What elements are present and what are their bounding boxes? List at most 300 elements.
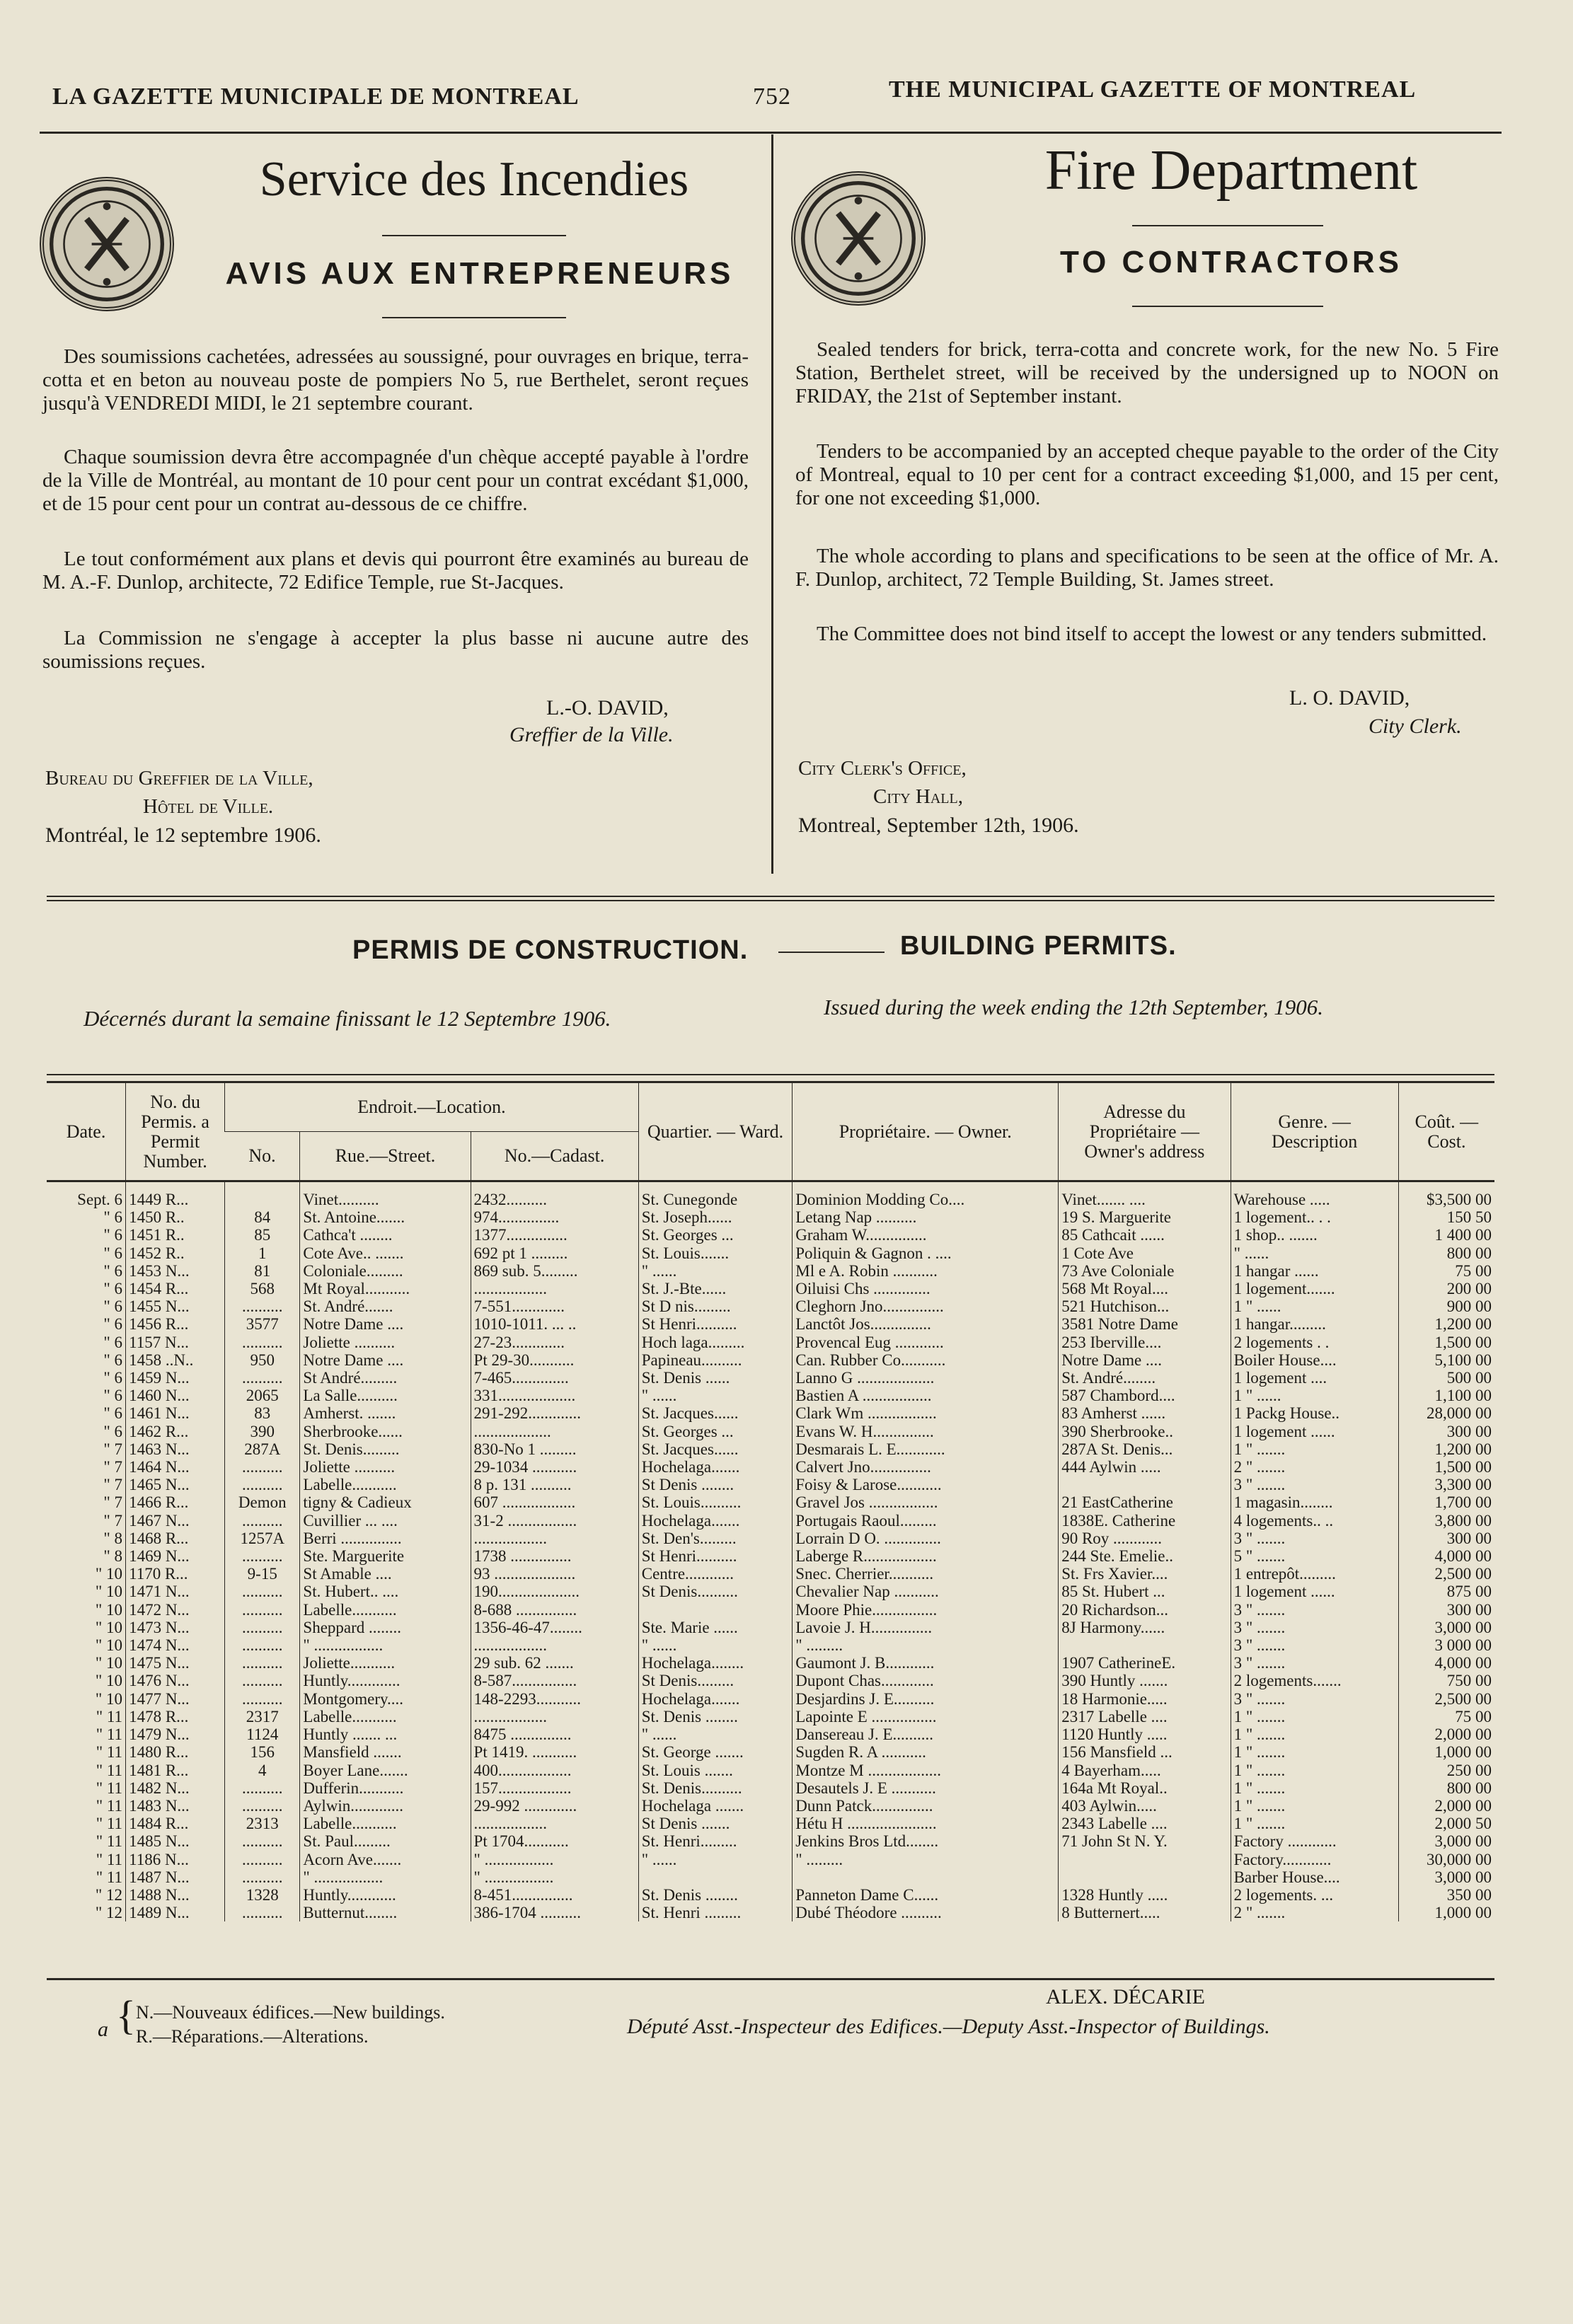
cadastre-cell: 830-No 1 .........	[471, 1440, 638, 1458]
date-cell: " 10	[95, 1565, 123, 1583]
cost-cell: 2,500 00	[1398, 1565, 1494, 1583]
street-cell: Labelle...........	[300, 1476, 471, 1493]
cost-cell: 250 00	[1398, 1762, 1494, 1779]
permit-number-cell: 1481 R...	[126, 1762, 225, 1779]
table-row	[47, 1797, 1494, 1815]
french-notice-title: Service des Incendies	[259, 152, 689, 207]
street-number-cell: ..........	[225, 1583, 300, 1600]
subtitle-rule	[1132, 306, 1323, 307]
description-cell: Warehouse .....	[1231, 1182, 1398, 1208]
date-cell: " 11	[96, 1761, 123, 1779]
date-cell: " 6	[103, 1244, 123, 1262]
owner-cell: Laberge R..................	[793, 1547, 1059, 1565]
street-cell: Notre Dame ....	[300, 1315, 471, 1333]
page-number: 752	[753, 83, 791, 110]
description-cell: 1 " ......	[1231, 1297, 1398, 1315]
date-cell: " 11	[96, 1707, 123, 1725]
table-row	[47, 1672, 1494, 1689]
french-notice-date: Montréal, le 12 septembre 1906.	[45, 823, 321, 847]
owner-cell: Dunn Patck...............	[793, 1797, 1059, 1815]
permit-number-cell: 1466 R...	[126, 1493, 225, 1511]
owner-cell: Evans W. H...............	[793, 1423, 1059, 1440]
date-cell: " 8	[103, 1529, 123, 1547]
owner-cell: Panneton Dame C......	[793, 1886, 1059, 1904]
ward-cell: Ste. Marie ......	[638, 1619, 793, 1636]
street-cell: tigny & Cadieux	[300, 1493, 471, 1511]
ward-cell: " ......	[638, 1636, 793, 1654]
owner-cell: Clark Wm .................	[793, 1404, 1059, 1422]
street-cell: La Salle..........	[300, 1387, 471, 1404]
cadastre-cell: 1356-46-47........	[471, 1619, 638, 1636]
cadastre-cell: 148-2293...........	[471, 1690, 638, 1708]
ward-cell: St. Denis ........	[638, 1708, 793, 1725]
ward-cell: Hochelaga .......	[638, 1797, 793, 1815]
cost-cell: 3,000 00	[1398, 1868, 1494, 1886]
col-description: Genre. — Description	[1231, 1082, 1398, 1181]
ward-cell: St Henri..........	[638, 1547, 793, 1565]
owner-cell: Dupont Chas.............	[793, 1672, 1059, 1689]
description-cell: Factory ............	[1231, 1832, 1398, 1850]
table-row	[47, 1815, 1494, 1832]
owner-cell: Dominion Modding Co....	[793, 1182, 1059, 1208]
cadastre-cell: 8-451...............	[471, 1886, 638, 1904]
cadastre-cell: 7-551.............	[471, 1297, 638, 1315]
ward-cell: St. Den's.........	[638, 1530, 793, 1547]
owner-cell: Moore Phie................	[793, 1601, 1059, 1619]
col-ward: Quartier. — Ward.	[638, 1082, 793, 1181]
owner-address-cell: Vinet....... ....	[1059, 1182, 1231, 1208]
cost-cell: 1,500 00	[1398, 1334, 1494, 1351]
owner-cell: Portugais Raoul.........	[793, 1512, 1059, 1530]
date-cell: " 7	[103, 1476, 123, 1494]
cost-cell: 5,100 00	[1398, 1351, 1494, 1369]
table-row	[47, 1619, 1494, 1636]
french-notice-subtitle: AVIS AUX ENTREPRENEURS	[225, 256, 734, 291]
table-row	[47, 1547, 1494, 1565]
permit-number-cell: 1475 N...	[126, 1654, 225, 1672]
street-cell: Joliette ..........	[300, 1334, 471, 1351]
cost-cell: 28,000 00	[1398, 1404, 1494, 1422]
table-row	[47, 1387, 1494, 1404]
date-cell: " 7	[103, 1493, 123, 1512]
date-cell: " 6	[103, 1369, 123, 1387]
owner-address-cell: 287A St. Denis...	[1059, 1440, 1231, 1458]
street-number-cell: 1	[225, 1244, 300, 1262]
owner-cell: Letang Nap ..........	[793, 1208, 1059, 1226]
owner-address-cell: 568 Mt Royal....	[1059, 1280, 1231, 1297]
owner-address-cell: St. André........	[1059, 1369, 1231, 1387]
owner-cell: Graham W...............	[793, 1226, 1059, 1244]
street-number-cell: ..........	[225, 1547, 300, 1565]
date-cell: " 6	[103, 1226, 123, 1244]
permit-number-cell: 1467 N...	[126, 1512, 225, 1530]
date-cell: " 6	[103, 1261, 123, 1280]
cost-cell: 300 00	[1398, 1530, 1494, 1547]
permit-number-cell: 1478 R...	[126, 1708, 225, 1725]
table-row	[47, 1868, 1494, 1886]
cadastre-cell: 386-1704 ..........	[471, 1904, 638, 1921]
section-rule	[47, 896, 1494, 897]
owner-cell: Calvert Jno...............	[793, 1458, 1059, 1476]
ward-cell: St Henri..........	[638, 1315, 793, 1333]
table-row	[47, 1886, 1494, 1904]
ward-cell: " ......	[638, 1262, 793, 1280]
owner-cell: Desjardins J. E..........	[793, 1690, 1059, 1708]
description-cell: 1 " .......	[1231, 1762, 1398, 1779]
inspector-title: Député Asst.-Inspecteur des Edifices.—Deputy Asst.-Inspector of Buildings.	[627, 2015, 1270, 2038]
description-cell: 1 " .......	[1231, 1779, 1398, 1797]
cadastre-cell: 29-1034 ...........	[471, 1458, 638, 1476]
street-number-cell: ..........	[225, 1654, 300, 1672]
street-cell: Vinet..........	[300, 1182, 471, 1208]
description-cell: 1 hangar.........	[1231, 1315, 1398, 1333]
street-number-cell: ..........	[225, 1636, 300, 1654]
col-cadastre: No.—Cadast.	[471, 1132, 638, 1181]
table-row	[47, 1440, 1494, 1458]
cost-cell: 1,200 00	[1398, 1315, 1494, 1333]
date-cell: " 6	[103, 1315, 123, 1334]
ward-cell: St. J.-Bte......	[638, 1280, 793, 1297]
owner-address-cell: 164a Mt Royal..	[1059, 1779, 1231, 1797]
date-cell: " 6	[103, 1333, 123, 1351]
cost-cell: $3,500 00	[1398, 1182, 1494, 1208]
street-cell: Labelle...........	[300, 1815, 471, 1832]
ward-cell: St. Georges ...	[638, 1423, 793, 1440]
table-row	[47, 1601, 1494, 1619]
owner-address-cell: 2317 Labelle ....	[1059, 1708, 1231, 1725]
ward-cell: Hochelaga.......	[638, 1512, 793, 1530]
table-row	[47, 1262, 1494, 1280]
permit-number-cell: 1453 N...	[126, 1262, 225, 1280]
owner-address-cell: 1328 Huntly .....	[1059, 1886, 1231, 1904]
french-paragraph-3: Le tout conformément aux plans et devis qui pourront être examinés au bureau de M. A.-F. Dunlop, architecte, 72 Edifice Temple, rue St-Jacques.	[42, 548, 749, 594]
street-cell: Labelle...........	[300, 1601, 471, 1619]
table-row	[47, 1530, 1494, 1547]
street-cell: Notre Dame ....	[300, 1351, 471, 1369]
street-cell: Acorn Ave.......	[300, 1851, 471, 1868]
cadastre-cell: 157..................	[471, 1779, 638, 1797]
date-cell: " 6	[103, 1422, 123, 1440]
date-cell: " 11	[96, 1815, 123, 1833]
street-number-cell: 390	[225, 1423, 300, 1440]
title-dash	[778, 952, 885, 953]
owner-address-cell: 85 Cathcait ......	[1059, 1226, 1231, 1244]
cadastre-cell: 2432..........	[471, 1182, 638, 1208]
permit-number-cell: 1454 R...	[126, 1280, 225, 1297]
owner-cell: Cleghorn Jno...............	[793, 1297, 1059, 1315]
ward-cell: St. Joseph......	[638, 1208, 793, 1226]
date-cell: " 10	[95, 1583, 123, 1601]
ward-cell: St Denis .......	[638, 1815, 793, 1832]
owner-address-cell: 8J Harmony......	[1059, 1619, 1231, 1636]
description-cell: 1 entrepôt.........	[1231, 1565, 1398, 1583]
owner-cell: Bastien A .................	[793, 1387, 1059, 1404]
cadastre-cell: 29-992 .............	[471, 1797, 638, 1815]
french-signature: L.-O. DAVID,	[546, 696, 669, 719]
owner-address-cell: 4 Bayerham.....	[1059, 1762, 1231, 1779]
ward-cell: " ......	[638, 1387, 793, 1404]
running-header-right: THE MUNICIPAL GAZETTE OF MONTREAL	[889, 76, 1417, 103]
col-permit-number: No. du Permis. a Permit Number.	[126, 1082, 225, 1181]
cadastre-cell: 974...............	[471, 1208, 638, 1226]
col-owner: Propriétaire. — Owner.	[793, 1082, 1059, 1181]
owner-cell: Montze M ..................	[793, 1762, 1059, 1779]
owner-cell: Ml e A. Robin ...........	[793, 1262, 1059, 1280]
owner-address-cell: 403 Aylwin.....	[1059, 1797, 1231, 1815]
permit-number-cell: 1451 R..	[126, 1226, 225, 1244]
english-paragraph-2: Tenders to be accompanied by an accepted cheque payable to the order of the City of Montreal, equal to 10 per cent for a contract exceeding $1,000, and 15 per cent, for one not exceeding $1,000.	[795, 440, 1499, 509]
date-cell: " 6	[103, 1387, 123, 1405]
ward-cell: St. Louis .......	[638, 1762, 793, 1779]
permit-number-cell: 1456 R...	[126, 1315, 225, 1333]
street-number-cell: 81	[225, 1262, 300, 1280]
table-row	[47, 1369, 1494, 1387]
ward-cell: St. Louis..........	[638, 1493, 793, 1511]
description-cell: 1 " ......	[1231, 1387, 1398, 1404]
street-number-cell: 83	[225, 1404, 300, 1422]
english-office-line1: City Clerk's Office,	[798, 757, 967, 780]
date-cell: " 6	[103, 1280, 123, 1298]
permit-number-cell: 1469 N...	[126, 1547, 225, 1565]
street-number-cell: 1124	[225, 1725, 300, 1743]
cost-cell: 300 00	[1398, 1601, 1494, 1619]
english-office-line2: City Hall,	[873, 785, 963, 808]
ward-cell: St. Jacques......	[638, 1440, 793, 1458]
table-row	[47, 1493, 1494, 1511]
description-cell: 3 " .......	[1231, 1530, 1398, 1547]
description-cell: 2 logements.......	[1231, 1672, 1398, 1689]
cost-cell: 3,800 00	[1398, 1512, 1494, 1530]
street-cell: Huntly............	[300, 1886, 471, 1904]
date-cell: " 11	[96, 1725, 123, 1744]
cadastre-cell: ...................	[471, 1423, 638, 1440]
permit-number-cell: 1449 R...	[126, 1182, 225, 1208]
cadastre-cell: ..................	[471, 1815, 638, 1832]
owner-address-cell: 71 John St N. Y.	[1059, 1832, 1231, 1850]
street-number-cell: ..........	[225, 1601, 300, 1619]
ward-cell: St. Henri.........	[638, 1832, 793, 1850]
description-cell: 2 logements . .	[1231, 1334, 1398, 1351]
table-row	[47, 1512, 1494, 1530]
street-number-cell: ..........	[225, 1904, 300, 1921]
footnote-alterations: R.—Réparations.—Alterations.	[136, 2026, 369, 2047]
table-row	[47, 1725, 1494, 1743]
street-number-cell: ..........	[225, 1851, 300, 1868]
street-number-cell: ..........	[225, 1369, 300, 1387]
cost-cell: 30,000 00	[1398, 1851, 1494, 1868]
street-cell: St André.........	[300, 1369, 471, 1387]
running-header-left: LA GAZETTE MUNICIPALE DE MONTREAL	[52, 83, 580, 110]
cost-cell: 1,100 00	[1398, 1387, 1494, 1404]
owner-cell: Lanno G ...................	[793, 1369, 1059, 1387]
permit-number-cell: 1170 R...	[126, 1565, 225, 1583]
permit-number-cell: 1476 N...	[126, 1672, 225, 1689]
table-row	[47, 1208, 1494, 1226]
owner-cell: Provencal Eug ............	[793, 1334, 1059, 1351]
street-number-cell: ..........	[225, 1797, 300, 1815]
street-number-cell: ..........	[225, 1690, 300, 1708]
description-cell: 5 " .......	[1231, 1547, 1398, 1565]
owner-address-cell: 244 Ste. Emelie..	[1059, 1547, 1231, 1565]
permit-number-cell: 1157 N...	[126, 1334, 225, 1351]
owner-address-cell: 73 Ave Coloniale	[1059, 1262, 1231, 1280]
col-date: Date.	[47, 1082, 126, 1181]
french-office-line2: Hôtel de Ville.	[143, 795, 274, 818]
owner-address-cell: 253 Iberville....	[1059, 1334, 1231, 1351]
ward-cell: Papineau..........	[638, 1351, 793, 1369]
table-row	[47, 1904, 1494, 1921]
section-rule	[47, 900, 1494, 901]
street-cell: Labelle...........	[300, 1708, 471, 1725]
permit-number-cell: 1473 N...	[126, 1619, 225, 1636]
cadastre-cell: Pt 1419. ...........	[471, 1743, 638, 1761]
ward-cell	[638, 1601, 793, 1619]
description-cell: 3 " .......	[1231, 1636, 1398, 1654]
owner-address-cell: 85 St. Hubert ...	[1059, 1583, 1231, 1600]
permit-number-cell: 1461 N...	[126, 1404, 225, 1422]
date-cell: " 7	[103, 1440, 123, 1458]
table-row	[47, 1832, 1494, 1850]
owner-address-cell: 90 Roy ............	[1059, 1530, 1231, 1547]
owner-address-cell: 19 S. Marguerite	[1059, 1208, 1231, 1226]
owner-cell: Dubé Théodore ..........	[793, 1904, 1059, 1921]
street-cell: Boyer Lane.......	[300, 1762, 471, 1779]
cadastre-cell: 1010-1011. ... ..	[471, 1315, 638, 1333]
description-cell: 1 logement ....	[1231, 1369, 1398, 1387]
ward-cell: " ......	[638, 1725, 793, 1743]
cost-cell: 350 00	[1398, 1886, 1494, 1904]
description-cell: 2 logements. ...	[1231, 1886, 1398, 1904]
owner-address-cell: 20 Richardson...	[1059, 1601, 1231, 1619]
street-number-cell: ..........	[225, 1297, 300, 1315]
permits-title-en: BUILDING PERMITS.	[900, 931, 1177, 961]
table-top-rule	[47, 1074, 1494, 1075]
street-cell: " .................	[300, 1868, 471, 1886]
ward-cell	[638, 1868, 793, 1886]
french-paragraph-4: La Commission ne s'engage à accepter la plus basse ni aucune autre des soumissions reçues.	[42, 627, 749, 673]
cadastre-cell: 8 p. 131 ..........	[471, 1476, 638, 1493]
owner-address-cell	[1059, 1851, 1231, 1868]
street-number-cell: 84	[225, 1208, 300, 1226]
cadastre-cell: 31-2 .................	[471, 1512, 638, 1530]
description-cell: Factory............	[1231, 1851, 1398, 1868]
cost-cell: 875 00	[1398, 1583, 1494, 1600]
cadastre-cell: Pt 1704...........	[471, 1832, 638, 1850]
cost-cell: 2,000 00	[1398, 1725, 1494, 1743]
table-row	[47, 1762, 1494, 1779]
street-number-cell: 287A	[225, 1440, 300, 1458]
owner-address-cell: 1 Cote Ave	[1059, 1244, 1231, 1262]
street-cell: Huntly.............	[300, 1672, 471, 1689]
description-cell: Barber House....	[1231, 1868, 1398, 1886]
permit-number-cell: 1458 ..N..	[126, 1351, 225, 1369]
cost-cell: 3,000 00	[1398, 1619, 1494, 1636]
permit-number-cell: 1455 N...	[126, 1297, 225, 1315]
table-row	[47, 1244, 1494, 1262]
cadastre-cell: ..................	[471, 1280, 638, 1297]
description-cell: 1 " .......	[1231, 1815, 1398, 1832]
owner-cell: Snec. Cherrier...........	[793, 1565, 1059, 1583]
table-row	[47, 1280, 1494, 1297]
description-cell: 3 " .......	[1231, 1619, 1398, 1636]
date-cell: " 6	[103, 1297, 123, 1316]
column-divider	[771, 134, 773, 874]
date-cell: " 12	[95, 1904, 123, 1922]
owner-cell: Desautels J. E ...........	[793, 1779, 1059, 1797]
description-cell: 1 " .......	[1231, 1440, 1398, 1458]
cadastre-cell: " .................	[471, 1851, 638, 1868]
description-cell: 1 Packg House..	[1231, 1404, 1398, 1422]
street-cell: Coloniale.........	[300, 1262, 471, 1280]
cost-cell: 1 400 00	[1398, 1226, 1494, 1244]
street-cell: Amherst. .......	[300, 1404, 471, 1422]
cadastre-cell: 400..................	[471, 1762, 638, 1779]
permit-number-cell: 1477 N...	[126, 1690, 225, 1708]
date-cell: " 6	[103, 1351, 123, 1369]
cost-cell: 150 50	[1398, 1208, 1494, 1226]
cost-cell: 4,000 00	[1398, 1654, 1494, 1672]
street-number-cell: ..........	[225, 1779, 300, 1797]
permit-number-cell: 1462 R...	[126, 1423, 225, 1440]
ward-cell: St Denis ........	[638, 1476, 793, 1493]
cost-cell: 2,500 00	[1398, 1690, 1494, 1708]
owner-cell: Desmarais L. E............	[793, 1440, 1059, 1458]
table-row	[47, 1334, 1494, 1351]
col-number: No.	[225, 1132, 300, 1181]
description-cell: 1 shop.. .......	[1231, 1226, 1398, 1244]
owner-address-cell: 390 Huntly .......	[1059, 1672, 1231, 1689]
street-number-cell: ..........	[225, 1458, 300, 1476]
street-cell: Joliette...........	[300, 1654, 471, 1672]
street-cell: Joliette ..........	[300, 1458, 471, 1476]
owner-cell	[793, 1868, 1059, 1886]
ward-cell: St. Henri .........	[638, 1904, 793, 1921]
owner-cell: Gaumont J. B............	[793, 1654, 1059, 1672]
permit-number-cell: 1464 N...	[126, 1458, 225, 1476]
description-cell: 1 logement ......	[1231, 1583, 1398, 1600]
owner-address-cell: 3581 Notre Dame	[1059, 1315, 1231, 1333]
permit-number-cell: 1480 R...	[126, 1743, 225, 1761]
english-paragraph-3: The whole according to plans and specifications to be seen at the office of Mr. A. F. Dunlop, architect, 72 Temple Building, St. James street.	[795, 545, 1499, 591]
permits-subtitle-en: Issued during the week ending the 12th September, 1906.	[824, 995, 1323, 1019]
table-row	[47, 1779, 1494, 1797]
owner-address-cell: 1838E. Catherine	[1059, 1512, 1231, 1530]
street-cell: Sheppard ........	[300, 1619, 471, 1636]
permit-number-cell: 1489 N...	[126, 1904, 225, 1921]
french-paragraph-1: Des soumissions cachetées, adressées au soussigné, pour ouvrages en brique, terra-cotta et en beton au nouveau poste de pompiers No 5, rue Berthelet, seront reçues jusqu'à VENDREDI MIDI, le 21 septembre courant.	[42, 345, 749, 415]
cadastre-cell: 331...................	[471, 1387, 638, 1404]
owner-cell: Gravel Jos .................	[793, 1493, 1059, 1511]
cost-cell: 300 00	[1398, 1423, 1494, 1440]
owner-address-cell: 156 Mansfield ...	[1059, 1743, 1231, 1761]
owner-cell: Hétu H ......................	[793, 1815, 1059, 1832]
permits-subtitle-fr: Décernés durant la semaine finissant le 12 Septembre 1906.	[83, 1006, 611, 1031]
ward-cell: St. Denis..........	[638, 1779, 793, 1797]
cost-cell: 3 000 00	[1398, 1636, 1494, 1654]
header-rule	[40, 132, 1502, 134]
col-cost: Coût. — Cost.	[1398, 1082, 1494, 1181]
cost-cell: 800 00	[1398, 1779, 1494, 1797]
col-street: Rue.—Street.	[300, 1132, 471, 1181]
cadastre-cell: 29 sub. 62 .......	[471, 1654, 638, 1672]
cost-cell: 75 00	[1398, 1262, 1494, 1280]
ward-cell: Centre............	[638, 1565, 793, 1583]
table-row	[47, 1565, 1494, 1583]
table-row	[47, 1182, 1494, 1208]
date-cell: " 6	[103, 1208, 123, 1227]
date-cell: " 7	[103, 1458, 123, 1476]
owner-address-cell	[1059, 1868, 1231, 1886]
